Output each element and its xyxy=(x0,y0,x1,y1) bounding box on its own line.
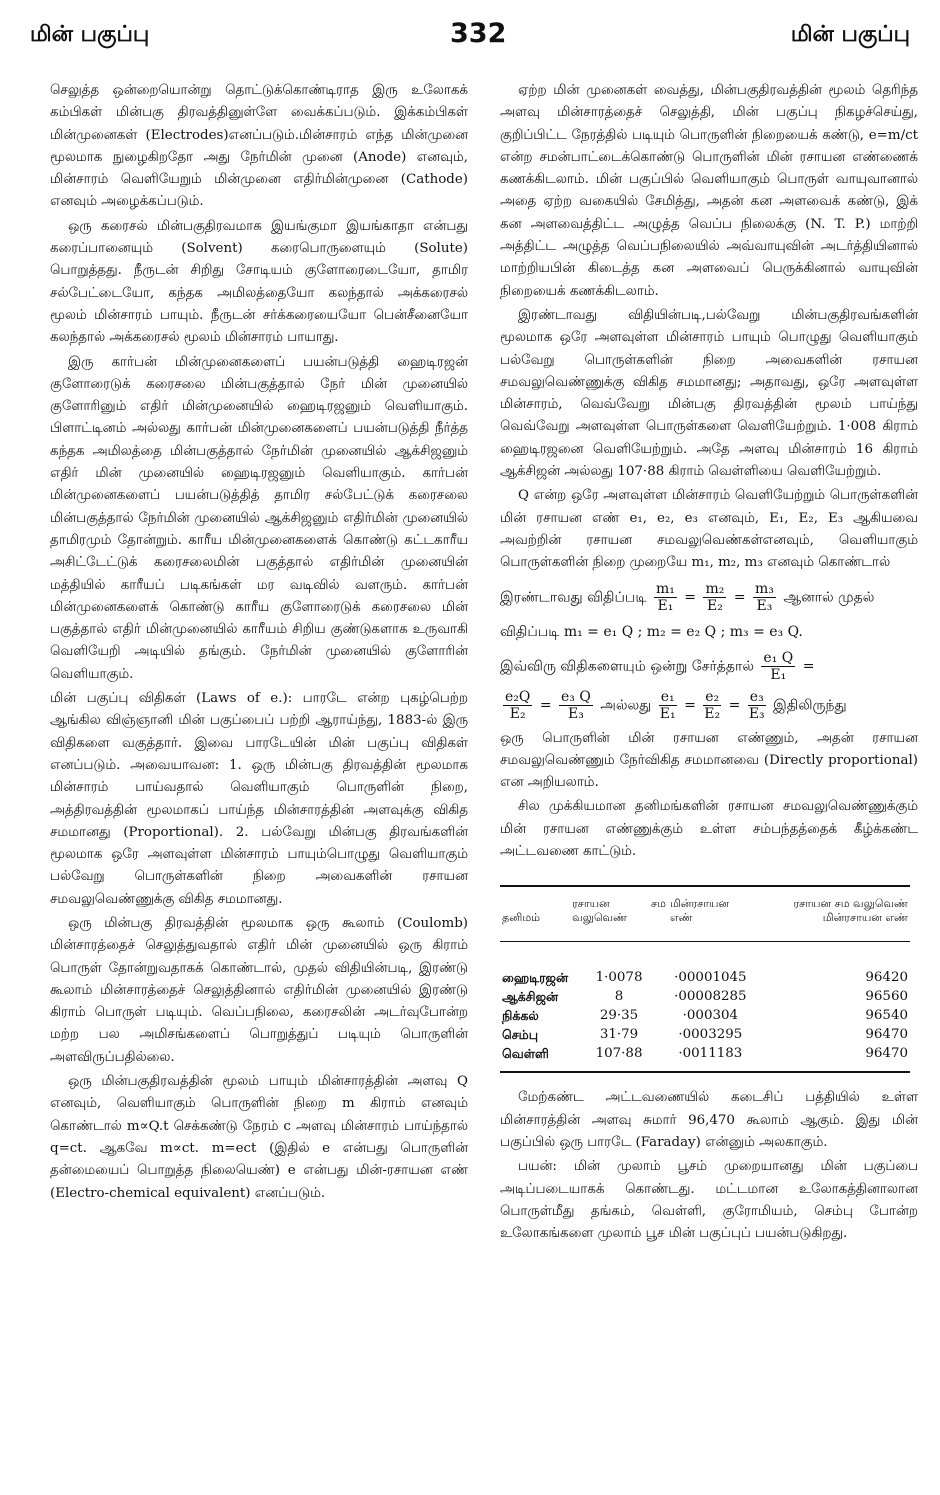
table-cell: 96540 xyxy=(865,1008,908,1024)
equivalents-table xyxy=(500,885,910,1073)
equation-text: இரண்டாவது விதிப்படி xyxy=(500,589,647,606)
equation-ratio: $\frac{\text{e₂Q}}{\text{E₂}}$ = $\frac{\text{e₃ Q}}{\text{E₃}}$ அல்லது $\frac{\text{e₁}}{\text{E₁}}$ = $\frac{\text{e₂}}{\text{E₂}}$ = $\frac{\text{e₃}}{\text{E₃}}$ இதிலிருந்து xyxy=(505,688,847,722)
right-column xyxy=(500,80,918,1247)
table-cell: 107·88 xyxy=(595,1046,643,1062)
equation-first-law: விதிப்படி m₁ = e₁ Q ; m₂ = e₂ Q ; m₃ = e₃ Q. xyxy=(500,623,803,640)
running-title-left: மின் பகுப்பு xyxy=(30,22,150,47)
paragraph: செலுத்த ஒன்றையொன்று தொட்டுக்கொண்டிராத இரு உலோகக் கம்பிகள் மின்பகு திரவத்தினுள்ளே வைக்கப்படும். இக்கம்பிகள் மின்முனைகள் (Electrodes)எனப்படும்.மின்சாரம் எந்த மின்முனை மூலமாக நுழைகிறதோ அது நேர்மின் முனை (Anode) எனவும், மின்சாரம் வெளியேறும் மின்முனை எதிர்மின்முனை (Cathode) எனவும் அழைக்கப்படும். xyxy=(50,83,468,210)
fraction: $\frac{\text{e₂}}{\text{E₂}}$ xyxy=(704,688,721,722)
running-title-right: மின் பகுப்பு xyxy=(790,22,910,47)
column-header: ரசாயன சம வலுவெண் மின்ரசாயன எண் xyxy=(793,897,908,925)
paragraph: பயன்: மின் முலாம் பூசம் முறையானது மின் பகுப்பை அடிப்படையாகக் கொண்டது. மட்டமான உலோகத்தினாலான பொருள்மீது தங்கம், வெள்ளி, குரோமியம், செம்பு போன்ற உலோகங்களை முலாம் பூச மின் பகுப்புப் பயன்படுகிறது. xyxy=(500,1159,918,1242)
equation-text: அல்லது xyxy=(600,697,652,714)
equation-combined: இவ்விரு விதிகளையும் ஒன்று சேர்த்தால் $\frac{\text{e₁ Q}}{\text{E₁}}$ = xyxy=(500,649,815,683)
table-cell: 96560 xyxy=(865,989,908,1005)
column-header: தனிமம் xyxy=(502,911,541,925)
paragraph: மேற்கண்ட அட்டவணையில் கடைசிப் பத்தியில் உள்ள மின்சாரத்தின் அளவு சுமார் 96,470 கூலாம் ஆகும். இது மின் பகுப்பில் ஒரு பாரடே (Faraday) என்னும் அலகாகும். xyxy=(500,1090,918,1150)
table-row xyxy=(500,1044,910,1072)
column-header: ரசாயன சம வலுவெண் xyxy=(572,897,666,925)
paragraph: ஒரு பொருளின் மின் ரசாயன எண்ணும், அதன் ரசாயன சமவலுவெண்ணும் நேர்விகித சமமானவை (Directly proportional) என அறியலாம். xyxy=(500,730,918,791)
paragraph: Q என்ற ஒரே அளவுள்ள மின்சாரம் வெளியேற்றும் பொருள்களின் மின் ரசாயன எண் e₁, e₂, e₃ எனவும், E₁, E₂, E₃ ஆகியவை அவற்றின் ரசாயன சமவலுவெண்கள்எனவும், வெளியாகும் பொருள்களின் நிறை முறையே m₁, m₂, m₃ எனவும் கொண்டால் xyxy=(500,488,918,571)
table-header-row xyxy=(500,886,910,942)
fraction: $\frac{\text{e₂Q}}{\text{E₂}}$ xyxy=(505,688,531,722)
fraction: $\frac{\text{e₃}}{\text{E₃}}$ xyxy=(748,688,765,722)
table-cell: 31·79 xyxy=(599,1027,639,1043)
table-cell: ·0003295 xyxy=(678,1027,743,1043)
table-cell: வெள்ளி xyxy=(502,1046,549,1062)
table-cell: ஆக்சிஜன் xyxy=(502,989,559,1005)
table-row xyxy=(500,1006,910,1025)
table-cell: 96470 xyxy=(865,1027,908,1043)
table-cell: ·00001045 xyxy=(674,970,747,986)
equation-second-law: இரண்டாவது விதிப்படி $\frac{\text{m₁}}{\text{E₁}}$ = $\frac{\text{m₂}}{\text{E₂}}$ = $\frac{\text{m₃}}{\text{E₃}}$ ஆனால் முதல் xyxy=(500,580,875,614)
table-cell: 1·0078 xyxy=(595,970,643,986)
fraction: $\frac{\text{e₁}}{\text{E₁}}$ xyxy=(659,688,676,722)
table-row xyxy=(500,942,910,988)
table-cell: ஹைடிரஜன் xyxy=(502,970,569,986)
paragraph: ஏற்ற மின் முனைகள் வைத்து, மின்பகுதிரவத்தின் மூலம் தெரிந்த அளவு மின்சாரத்தைச் செலுத்தி, மின் பகுப்பு நிகழச்செய்து, குறிப்பிட்ட நேரத்தில் படியும் பொருளின் நிறையைக் கண்டு, e=m/ct என்ற சமன்பாட்டைக்கொண்டு பொருளின் மின் ரசாயன எண்ணைக் கணக்கிடலாம். மின் பகுப்பில் வெளியாகும் பொருள் வாயுவானால் அதை ஏற்ற வகையில் சேமித்து, அதன் கன அளவைக் கண்டு, இக் கன அளவைத்திட்ட அழுத்த வெப்ப நிலைக்கு (N. T. P.) மாற்றி அத்திட்ட அழுத்த வெப்பநிலையில் அவ்வாயுவின் அடர்த்தியினால் மாற்றியபின் கிடைத்த கன அளவைப் பெருக்கினால் வாயுவின் நிறையைக் கணக்கிடலாம். xyxy=(500,83,918,299)
paragraph: மின் பகுப்பு விதிகள் (Laws of e.): பாரடே என்ற புகழ்பெற்ற ஆங்கில விஞ்ஞானி மின் பகுப்பைப் பற்றி ஆராய்ந்து, 1883-ல் இரு விதிகளை வகுத்தார். இவை பாரடேயின் மின் பகுப்பு விதிகள் எனப்படும். அவையாவன: 1. ஒரு மின்பகு திரவத்தின் மூலமாக மின்சாரம் பாய்வதால் வெளியாகும் பொருளின் நிறை, அத்திரவத்தின் மூலமாகப் பாய்ந்த மின்சாரத்தின் அளவுக்கு விகித சமமானது (Proportional). 2. பல்வேறு மின்பகு திரவங்களின் மூலமாக ஒரே அளவுள்ள மின்சாரம் பாயும்பொழுது வெளியாகும் பல்வேறு பொருள்களின் நிறை அவைகளின் ரசாயன சமவலுவெண்ணுக்கு விகித சமமானது. xyxy=(50,691,468,907)
paragraph: சில முக்கியமான தனிமங்களின் ரசாயன சமவலுவெண்ணுக்கும் மின் ரசாயன எண்ணுக்கும் உள்ள சம்பந்தத்தைக் கீழ்க்கண்ட அட்டவணை காட்டும். xyxy=(500,799,918,860)
table-cell: ·000304 xyxy=(682,1008,739,1024)
table-cell: செம்பு xyxy=(502,1027,539,1043)
table-cell: 96420 xyxy=(865,970,908,986)
equation-text: இதிலிருந்து xyxy=(773,697,847,714)
table-cell: ·0011183 xyxy=(678,1046,743,1062)
equation-text: இவ்விரு விதிகளையும் ஒன்று சேர்த்தால் xyxy=(500,658,754,675)
paragraph: இரு கார்பன் மின்முனைகளைப் பயன்படுத்தி ஹைடிரஜன் குளோரைடுக் கரைசலை மின்பகுத்தால் நேர் மின் முனையில் குளோரினும் எதிர் மின்முனையில் ஹைடிரஜனும் வெளியாகும். பிளாட்டினம் அல்லது கார்பன் மின்முனைகளைப் பயன்படுத்தி நீர்த்த கந்தக அமிலத்தை மின்பகுத்தால் நேர்மின் முனையில் ஆக்சிஜனும் எதிர் மின் முனையில் ஹைடிரஜனும் வெளியாகும். கார்பன் மின்முனைகளைப் பயன்படுத்தித் தாமிர சல்பேட்டுக் கரைசலை மின்பகுத்தால் நேர்மின் முனையில் ஆக்சிஜனும் எதிர்மின் முனையில் தாமிரமும் தோன்றும். காரீய மின்முனைகளைக் கொண்டு கட்டகாரீய அசிட்டேட்டுக் கரைசலைமின் பகுத்தால் எதிர்மின் முனையின் மத்தியில் காரீயப் படிகங்கள் மர வடிவில் வளரும். கார்பன் மின்முனைகளைக் கொண்டு காரீய குளோரைடுக் கரைசலை மின் பகுத்தால் எதிர் மின்முனையில் காரீயம் சிறிய குண்டுகளாக உருவாகி வெளியேறி அடியில் தங்கும். நேர்மின் முனையில் குளோரின் வெளியாகும். xyxy=(50,354,468,682)
paragraph: ஒரு மின்பகு திரவத்தின் மூலமாக ஒரு கூலாம் (Coulomb) மின்சாரத்தைச் செலுத்துவதால் எதிர் மின் முனையில் ஒரு கிராம் பொருள் தோன்றுவதாகக் கொண்டால், முதல் விதியின்படி, இரண்டு கூலாம் மின்சாரத்தைச் செலுத்தினால் எதிர்மின் முனையில் இரண்டு கிராம் பொருள் படியும். வெப்பநிலை, கரைசலின் அடர்வுபோன்ற மற்ற பல அமிசங்களைப் பொறுத்துப் படியும் பொருளின் அளவிருப்பதில்லை. xyxy=(50,915,468,1065)
equation-text: ஆனால் முதல் xyxy=(783,589,875,606)
paragraph: ஒரு கரைசல் மின்பகுதிரவமாக இயங்குமா இயங்காதா என்பது கரைப்பானையும் (Solvent) கரைபொருளையும் (Solute) பொறுத்தது. நீருடன் சிறிது சோடியம் குளோரைடையோ, தாமிர சல்பேட்டையோ, கந்தக அமிலத்தையோ கலந்தால் அக்கரைசல் மூலம் மின்சாரம் பாயும். நீருடன் சர்க்கரையையோ பென்சீனையோ கலந்தால் அக்கரைசல் மூலம் மின்சாரம் பாயாது. xyxy=(50,218,468,346)
table-row xyxy=(500,987,910,1006)
table-cell: நிக்கல் xyxy=(502,1008,539,1024)
fraction: $\frac{\text{e₁ Q}}{\text{E₁}}$ xyxy=(763,649,794,683)
paragraph: ஒரு மின்பகுதிரவத்தின் மூலம் பாயும் மின்சாரத்தின் அளவு Q எனவும், வெளியாகும் பொருளின் நிறை m கிராம் எனவும் கொண்டால் m∝Q.t செக்கண்டு நேரம் c அளவு மின்சாரம் பாய்ந்தால் q=ct. ஆகவே m∝ct. m=ect (இதில் e என்பது பொருளின் தன்மையைப் பொறுத்த நிலையெண்) e என்பது மின்-ரசாயன எண் (Electro-chemical equivalent) எனப்படும். xyxy=(50,1074,468,1201)
table-cell: ·00008285 xyxy=(674,989,747,1005)
page-number: 332 xyxy=(450,18,507,49)
table-row xyxy=(500,1025,910,1044)
fraction: $\frac{\text{m₃}}{\text{E₃}}$ xyxy=(755,580,774,614)
table-cell: 8 xyxy=(614,989,624,1005)
fraction: $\frac{\text{m₁}}{\text{E₁}}$ xyxy=(655,580,675,614)
page-header xyxy=(30,18,910,62)
paragraph: இரண்டாவது விதியின்படி,பல்வேறு மின்பகுதிரவங்களின் மூலமாக ஒரே அளவுள்ள மின்சாரம் பாயும் பொழுது வெளியாகும் பல்வேறு பொருள்களின் நிறை அவைகளின் ரசாயன சமவலுவெண்ணுக்கு விகித சமமானது; அதாவது, ஒரே அளவுள்ள மின்சாரம், வெவ்வேறு மின்பகு திரவத்தின் மூலம் பாய்ந்து வெவ்வேறு அளவுள்ள பொருள்களை வெளியேற்றும். 1·008 கிராம் ஹைடிரஜனை வெளியேற்றும். அதே அளவு மின்சாரம் 16 கிராம் ஆக்சிஜன் அல்லது 107·88 கிராம் வெள்ளியை வெளியேற்றும். xyxy=(500,307,918,480)
column-header: மின்ரசாயன எண் xyxy=(669,897,730,925)
fraction: $\frac{\text{e₃ Q}}{\text{E₃}}$ xyxy=(561,688,591,722)
table-cell: 29·35 xyxy=(599,1008,639,1024)
fraction: $\frac{\text{m₂}}{\text{E₂}}$ xyxy=(705,580,725,614)
left-column xyxy=(50,80,468,1207)
table-cell: 96470 xyxy=(865,1046,908,1062)
